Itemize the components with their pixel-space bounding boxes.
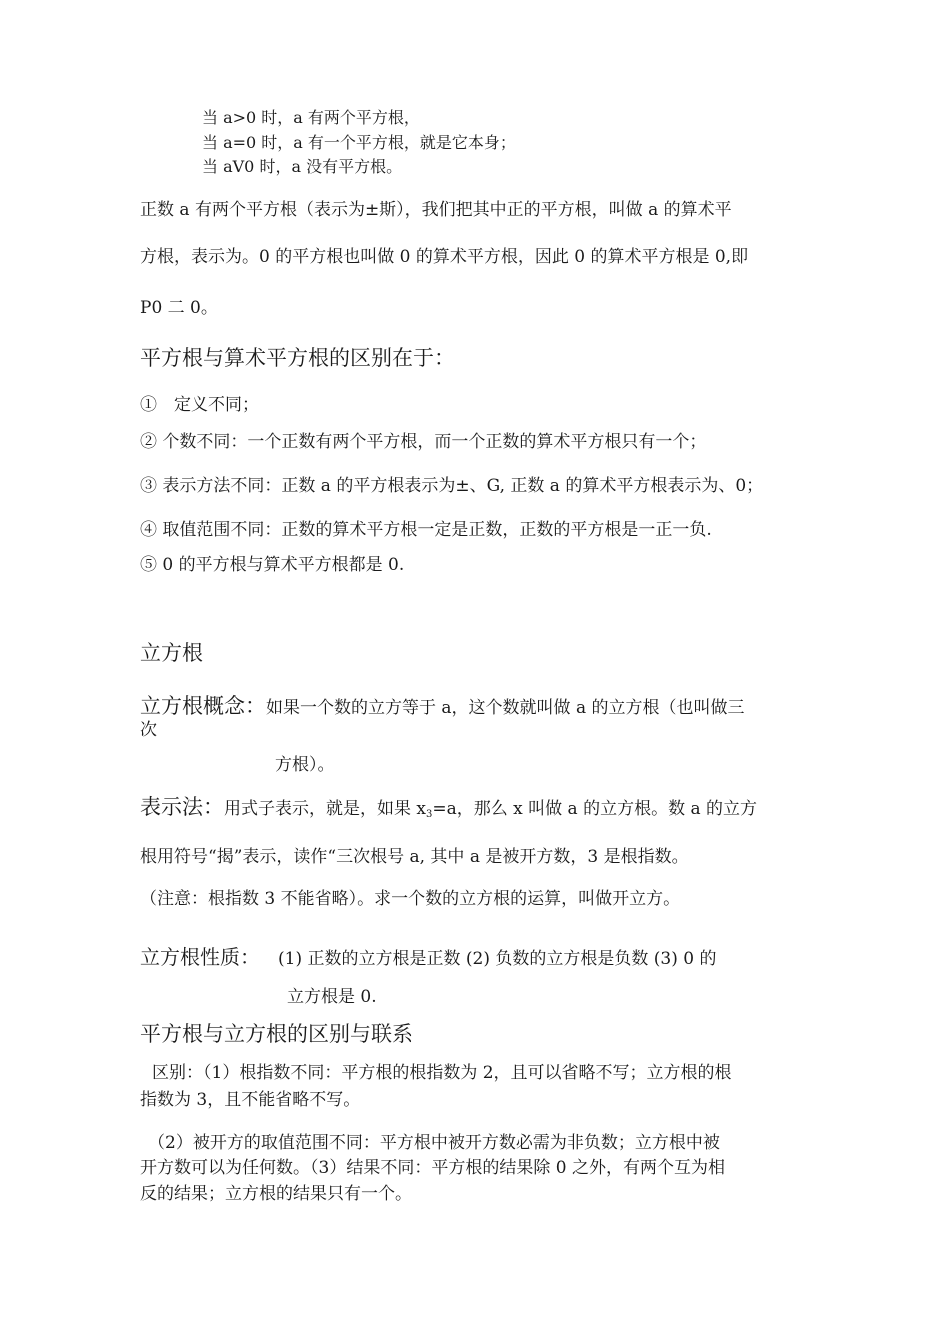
diff-item-2: ② 个数不同：一个正数有两个平方根，而一个正数的算术平方根只有一个； [140,432,707,452]
cube-concept-line-3: 方根）。 [275,755,335,775]
relation-heading: 平方根与立方根的区别与联系 [140,1022,413,1046]
sqrt-case-1: 当 a>0 时，a 有两个平方根， [202,108,420,127]
diff-heading: 平方根与算术平方根的区别在于： [140,346,455,370]
cube-props-text: (1) 正数的立方根是正数 (2) 负数的立方根是负数 (3) 0 的 [278,949,717,969]
sqrt-case-3: 当 aV0 时，a 没有平方根。 [202,157,403,176]
cube-concept-text: 如果一个数的立方等于 a，这个数就叫做 a 的立方根（也叫做三 [266,698,745,718]
cube-concept-line-2: 次 [140,720,157,740]
notation-text-b: =a，那么 x 叫做 a 的立方根。数 a 的立方 [432,799,758,819]
relation-line-1: 区别：（1）根指数不同：平方根的根指数为 2，且可以省略不写；立方根的根 [152,1063,732,1083]
arith-def-line-1: 正数 a 有两个平方根（表示为±斯），我们把其中正的平方根，叫做 a 的算术平 [140,200,732,220]
diff-item-1: ① 定义不同； [140,395,259,415]
arith-def-line-3: P0 二 0。 [140,298,218,318]
diff-item-3: ③ 表示方法不同：正数 a 的平方根表示为±、G, 正数 a 的算术平方根表示为、0； [140,476,764,496]
cube-concept-line-1 [140,694,744,719]
relation-line-4: 开方数可以为任何数。（3）结果不同：平方根的结果除 0 之外，有两个互为相 [140,1158,725,1178]
cube-root-title: 立方根 [140,641,203,665]
relation-line-5: 反的结果；立方根的结果只有一个。 [140,1184,412,1204]
relation-line-2: 指数为 3，且不能省略不写。 [140,1090,361,1110]
relation-line-3: （2）被开方的取值范围不同：平方根中被开方数必需为非负数；立方根中被 [148,1133,720,1153]
notation-line-2: 根用符号“揭”表示，读作“三次根号 a, 其中 a 是被开方数，3 是根指数。 [140,847,689,867]
notation-text-a: 用式子表示，就是，如果 x [224,799,426,819]
diff-item-4: ④ 取值范围不同：正数的算术平方根一定是正数，正数的平方根是一正一负. [140,520,712,540]
cube-concept-label: 立方根概念： [140,694,266,718]
notation-label: 表示法： [140,795,224,819]
diff-item-5: ⑤ 0 的平方根与算术平方根都是 0. [140,555,405,575]
cube-props-line-2: 立方根是 0. [287,987,377,1007]
arith-def-line-2: 方根，表示为。0 的平方根也叫做 0 的算术平方根，因此 0 的算术平方根是 0,即 [140,247,749,267]
notation-subscript: 3 [426,809,433,820]
notation-line-1 [140,795,757,821]
cube-props-label: 立方根性质： [140,945,260,969]
sqrt-case-2: 当 a=0 时，a 有一个平方根，就是它本身； [202,133,516,152]
notation-line-3: （注意：根指数 3 不能省略）。求一个数的立方根的运算，叫做开立方。 [140,889,681,909]
cube-props-line-1 [140,945,716,969]
